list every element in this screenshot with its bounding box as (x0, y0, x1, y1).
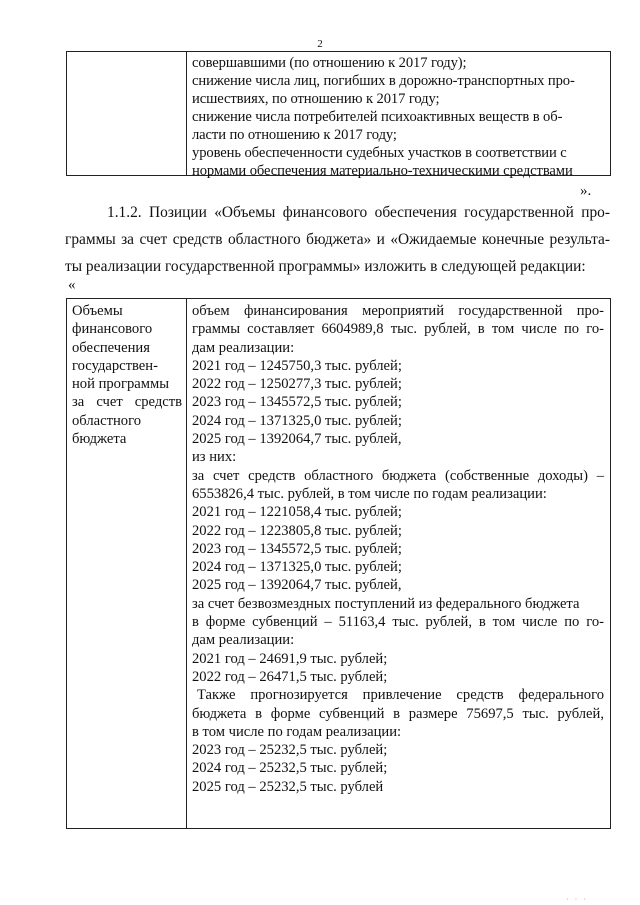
value-line: 2023 год – 1345572,5 тыс. рублей; (192, 540, 402, 557)
value-line: дам реализации: (192, 339, 295, 356)
table-line: снижение числа потребителей психоактивных веществ в об- (192, 109, 563, 125)
table-line: снижение числа лиц, погибших в дорожно-транспортных про- (192, 73, 575, 89)
paragraph-line: ты реализации государственной программы» изложить в следующей редакции: (65, 258, 586, 275)
value-line: 2021 год – 1245750,3 тыс. рублей; (192, 357, 402, 374)
paragraph-line: 1.1.2. Позиции «Объемы финансового обеспечения государственной про- (107, 204, 610, 221)
body-paragraph (65, 199, 610, 280)
column-divider (186, 52, 187, 175)
value-line: 2025 год – 25232,5 тыс. рублей (192, 778, 384, 795)
value-line: объем финансирования мероприятий государственной про- (192, 303, 604, 319)
funding-table (66, 298, 611, 829)
table-line: нормами обеспечения материально-техническими средствами (192, 163, 573, 179)
value-line: из них: (192, 449, 237, 466)
label-line: государствен- (72, 357, 158, 374)
value-line: 2025 год – 1392064,7 тыс. рублей, (192, 577, 402, 594)
page-number: 2 (317, 38, 323, 50)
funding-table-value-cell (192, 302, 604, 796)
value-line: Также прогнозируется привлечение средств федерального (197, 687, 604, 704)
value-line: 2023 год – 1345572,5 тыс. рублей; (192, 394, 402, 411)
value-line: 6553826,4 тыс. рублей, в том числе по годам реализации: (192, 485, 547, 502)
label-line: ной программы (72, 376, 170, 393)
value-line: 2024 год – 1371325,0 тыс. рублей; (192, 412, 402, 429)
value-line: дам реализации: (192, 632, 295, 649)
value-line: за счет безвозмездных поступлений из федерального бюджета (192, 595, 580, 612)
table-line: ласти по отношению к 2017 году; (192, 127, 397, 143)
continuation-table (66, 51, 611, 179)
value-line: 2024 год – 25232,5 тыс. рублей; (192, 760, 388, 777)
column-divider (186, 299, 187, 828)
table-line: уровень обеспеченности судебных участков в соответствии с (192, 145, 567, 161)
value-line: бюджета в форме субвенций в размере 75697,5 тыс. рублей, (192, 705, 604, 722)
closing-quote: ». (580, 183, 592, 199)
value-line: в том числе по годам реализации: (192, 723, 402, 740)
value-line: 2024 год – 1371325,0 тыс. рублей; (192, 559, 402, 576)
continuation-table-text (192, 54, 606, 180)
label-line: областного (72, 412, 141, 429)
funding-table-label-cell (72, 302, 182, 448)
value-line: в форме субвенций – 51163,4 тыс. рублей, в том числе по го- (192, 614, 604, 631)
paragraph-line: граммы за счет средств областного бюджета» и «Ожидаемые конечные результа- (65, 231, 610, 248)
scan-mark: · · · (566, 895, 588, 904)
label-line: за счет средств (72, 394, 182, 411)
value-line: 2025 год – 1392064,7 тыс. рублей, (192, 431, 402, 448)
table-line: исшествиях, по отношению к 2017 году; (192, 91, 440, 107)
value-line: 2022 год – 1223805,8 тыс. рублей; (192, 522, 402, 539)
value-line: за счет средств областного бюджета (собственные доходы) – (192, 467, 604, 484)
value-line: 2022 год – 1250277,3 тыс. рублей; (192, 376, 402, 393)
opening-quote: « (68, 277, 76, 293)
label-line: Объемы (72, 303, 123, 319)
label-line: обеспечения (72, 339, 150, 356)
label-line: бюджета (72, 431, 127, 448)
value-line: граммы составляет 6604989,8 тыс. рублей, в том числе по го- (192, 321, 604, 338)
value-line: 2022 год – 26471,5 тыс. рублей; (192, 668, 388, 685)
value-line: 2021 год – 1221058,4 тыс. рублей; (192, 504, 402, 521)
value-line: 2023 год – 25232,5 тыс. рублей; (192, 742, 388, 759)
table-line: совершавшими (по отношению к 2017 году); (192, 55, 467, 71)
label-line: финансового (72, 321, 153, 338)
value-line: 2021 год – 24691,9 тыс. рублей; (192, 650, 388, 667)
